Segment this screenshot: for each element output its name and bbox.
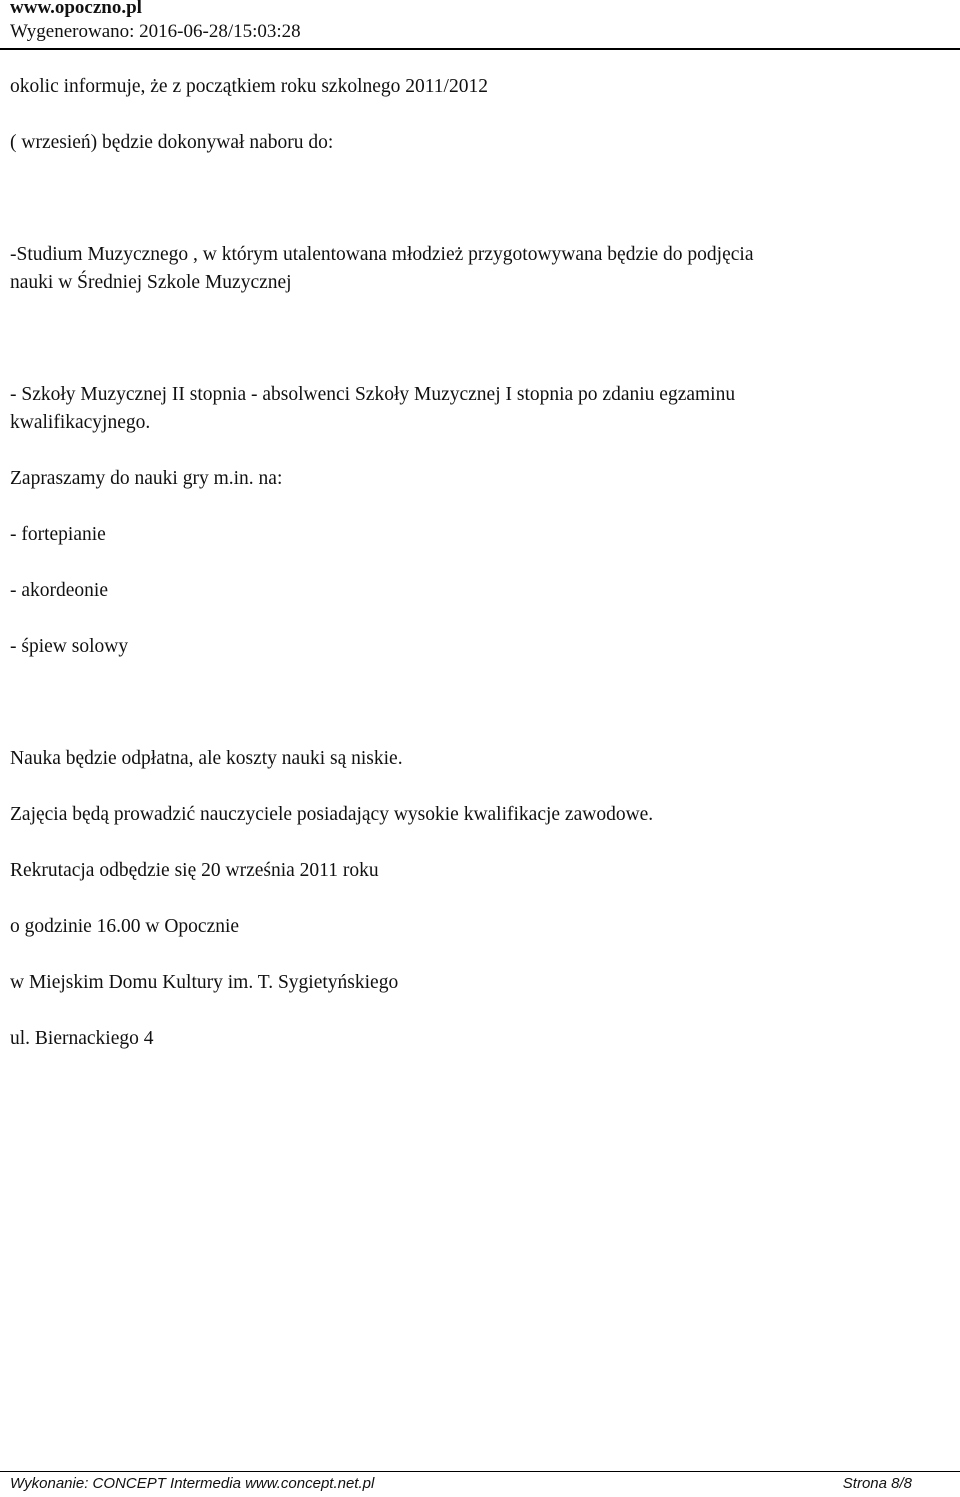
text-line: o godzinie 16.00 w Opocznie [10,916,240,937]
footer-credit: Wykonanie: CONCEPT Intermedia www.concept.net.pl [10,1475,375,1492]
text-line: ul. Biernackiego 4 [10,1028,154,1049]
text-line: nauki w Średniej Szkole Muzycznej [10,272,292,293]
page-number: Strona 8/8 [842,1475,912,1492]
text-line: -Studium Muzycznego , w którym utalentowana młodzież przygotowywana będzie do podjęcia [10,244,754,265]
header-divider [0,48,960,50]
list-item: - fortepianie [10,524,106,545]
text-line: kwalifikacyjnego. [10,412,151,433]
text-line: okolic informuje, że z początkiem roku szkolnego 2011/2012 [10,76,488,97]
text-line: Zajęcia będą prowadzić nauczyciele posiadający wysokie kwalifikacje zawodowe. [10,804,654,825]
text-line: - Szkoły Muzycznej II stopnia - absolwenci Szkoły Muzycznej I stopnia po zdaniu egzaminu [10,384,736,405]
list-item: - śpiew solowy [10,636,129,657]
generated-timestamp: Wygenerowano: 2016-06-28/15:03:28 [10,21,301,42]
text-line: Rekrutacja odbędzie się 20 września 2011 roku [10,860,379,881]
footer-divider [0,1471,960,1472]
text-line: Nauka będzie odpłatna, ale koszty nauki są niskie. [10,748,403,769]
text-line: w Miejskim Domu Kultury im. T. Sygietyńskiego [10,972,399,993]
text-line: Zapraszamy do nauki gry m.in. na: [10,468,283,489]
site-name: www.opoczno.pl [10,0,142,18]
list-item: - akordeonie [10,580,108,601]
text-line: ( wrzesień) będzie dokonywał naboru do: [10,132,334,153]
